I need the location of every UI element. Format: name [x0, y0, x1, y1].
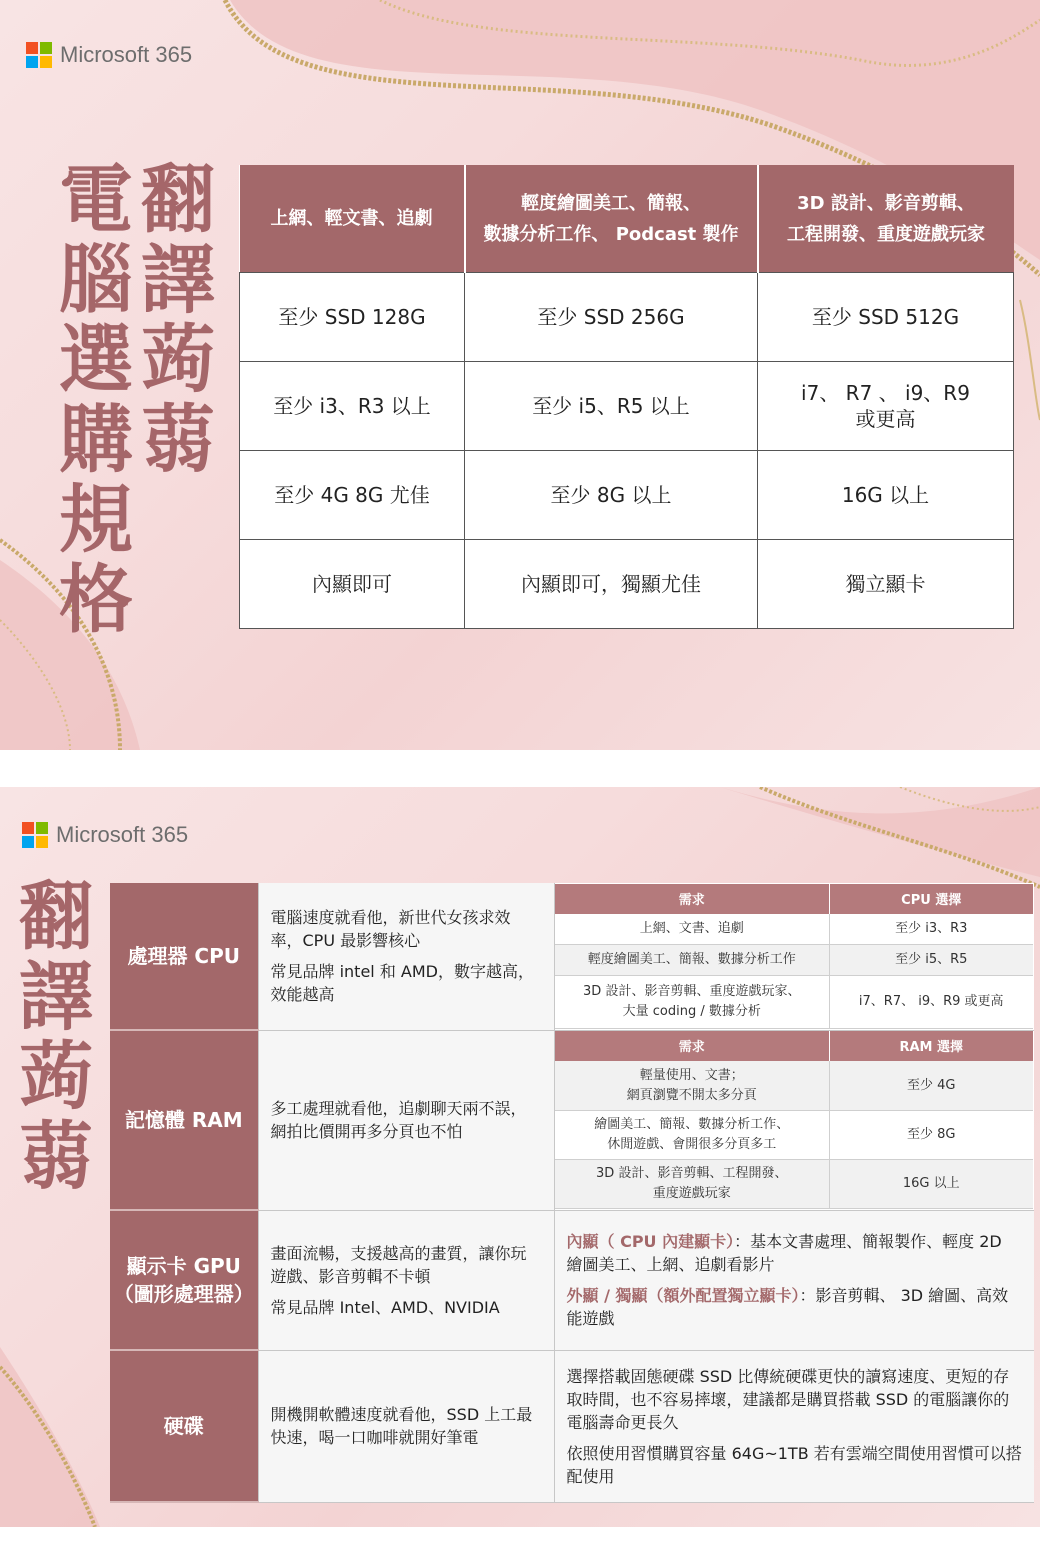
microsoft-365-logo — [22, 822, 188, 848]
spec-cell: 至少 SSD 512G — [758, 273, 1014, 362]
header-heavy-use: 3D 設計、影音剪輯、 工程開發、重度遊戲玩家 — [758, 165, 1014, 273]
spec-cell: 至少 i5、R5 以上 — [465, 362, 758, 451]
guide-row-gpu — [110, 1210, 1034, 1350]
title-char: 蒟 — [141, 317, 215, 403]
header-medium-use: 輕度繪圖美工、簡報、 數據分析工作、 Podcast 製作 — [465, 165, 758, 273]
ram-choice-row: 3D 設計、影音剪輯、工程開發、 重度遊戲玩家 16G 以上 — [555, 1160, 1033, 1209]
component-guide-table — [110, 883, 1034, 1503]
spec-panel — [0, 0, 1040, 750]
spec-cell: 至少 SSD 256G — [465, 273, 758, 362]
title-char: 腦 — [59, 237, 133, 323]
spec-cell: 16G 以上 — [758, 451, 1014, 540]
title-char: 翻 — [19, 874, 93, 960]
category-disk: 硬碟 — [110, 1350, 258, 1502]
spec-header-row — [240, 165, 1014, 273]
vertical-title-main — [56, 157, 136, 643]
spec-cell: 至少 8G 以上 — [465, 451, 758, 540]
integrated-gpu-label: 內顯（ CPU 內建顯卡） — [566, 1232, 735, 1251]
microsoft-logo-icon — [26, 42, 52, 68]
spec-cell: 內顯即可，獨顯尤佳 — [465, 540, 758, 629]
category-ram: 記憶體 RAM — [110, 1030, 258, 1210]
category-gpu: 顯示卡 GPU （圖形處理器） — [110, 1210, 258, 1350]
guide-panel — [0, 787, 1040, 1527]
title-char: 翻 — [141, 157, 215, 243]
title-char: 蒻 — [19, 1114, 93, 1200]
spec-cell: 至少 4G 8G 尤佳 — [240, 451, 465, 540]
spec-row-storage — [240, 273, 1014, 362]
cpu-choice-table-cell — [554, 883, 1034, 1030]
ram-description: 多工處理就看他，追劇聊天兩不誤，網拍比價開再多分頁也不怕 — [258, 1030, 554, 1210]
gpu-info: 內顯（ CPU 內建顯卡）：基本文書處理、簡報製作、輕度 2D 繪圖美工、上網、追劇看影片 外顯 / 獨顯（額外配置獨立顯卡）：影音剪輯、 3D 繪圖、高效能遊戲 — [554, 1210, 1034, 1350]
guide-row-disk — [110, 1350, 1034, 1502]
title-char: 規 — [59, 477, 133, 563]
title-char: 蒟 — [19, 1034, 93, 1120]
ram-choice-table — [555, 1031, 1033, 1210]
microsoft-logo-icon — [22, 822, 48, 848]
logo-text: Microsoft 365 — [56, 822, 189, 847]
spec-row-ram — [240, 451, 1014, 540]
vertical-title-brand — [138, 157, 218, 483]
title-char: 蒻 — [141, 397, 215, 483]
ram-choice-row: 繪圖美工、簡報、數據分析工作、 休閒遊戲、會開很多分頁多工 至少 8G — [555, 1111, 1033, 1160]
cpu-choice-row: 上網、文書、追劇 至少 i3、R3 — [555, 914, 1033, 945]
ram-need-header: 需求 — [555, 1031, 830, 1061]
disk-description: 開機開軟體速度就看他，SSD 上工最快速，喝一口咖啡就開好筆電 — [258, 1350, 554, 1502]
spec-cell: 至少 i3、R3 以上 — [240, 362, 465, 451]
cpu-choice-header: CPU 選擇 — [830, 884, 1033, 914]
microsoft-365-logo — [26, 42, 192, 68]
spec-row-gpu — [240, 540, 1014, 629]
title-char: 譯 — [141, 237, 215, 323]
cpu-need-header: 需求 — [555, 884, 830, 914]
title-char: 選 — [59, 317, 133, 403]
gpu-description: 畫面流暢，支援越高的畫質，讓你玩遊戲、影音剪輯不卡頓 常見品牌 Intel、AMD、NVIDIA — [258, 1210, 554, 1350]
disk-info: 選擇搭載固態硬碟 SSD 比傳統硬碟更快的讀寫速度、更短的存取時間，也不容易摔壞，建議都是購買搭載 SSD 的電腦讓你的電腦壽命更長久 依照使用習慣購買容量 64G~1TB 若有雲端空間使用習慣可以搭配使用 — [554, 1350, 1034, 1502]
cpu-choice-table — [555, 884, 1033, 1030]
header-light-use: 上網、輕文書、追劇 — [240, 165, 465, 273]
ram-choice-table-cell — [554, 1030, 1034, 1210]
cpu-choice-row: 輕度繪圖美工、簡報、數據分析工作 至少 i5、R5 — [555, 945, 1033, 976]
cpu-choice-row: 3D 設計、影音剪輯、重度遊戲玩家、 大量 coding / 數據分析 i7、R7、 i9、R9 或更高 — [555, 976, 1033, 1029]
title-char: 格 — [59, 557, 133, 643]
vertical-title-brand — [16, 874, 96, 1200]
spec-cell: i7、 R7 、 i9、R9 或更高 — [758, 362, 1014, 451]
logo-text: Microsoft 365 — [60, 42, 193, 67]
ram-choice-row: 輕量使用、文書； 網頁瀏覽不開太多分頁 至少 4G — [555, 1061, 1033, 1111]
category-cpu: 處理器 CPU — [110, 883, 258, 1030]
title-char: 購 — [59, 397, 133, 483]
spec-table — [239, 165, 1014, 629]
spec-cell: 獨立顯卡 — [758, 540, 1014, 629]
guide-row-ram — [110, 1030, 1034, 1210]
cpu-description: 電腦速度就看他，新世代女孩求效率，CPU 最影響核心 常見品牌 intel 和 AMD，數字越高，效能越高 — [258, 883, 554, 1030]
ram-choice-header: RAM 選擇 — [830, 1031, 1033, 1061]
spec-row-cpu — [240, 362, 1014, 451]
title-char: 電 — [59, 157, 133, 243]
spec-cell: 至少 SSD 128G — [240, 273, 465, 362]
discrete-gpu-label: 外顯 / 獨顯（額外配置獨立顯卡） — [566, 1286, 800, 1305]
title-char: 譯 — [19, 954, 93, 1040]
spec-cell: 內顯即可 — [240, 540, 465, 629]
guide-row-cpu — [110, 883, 1034, 1030]
